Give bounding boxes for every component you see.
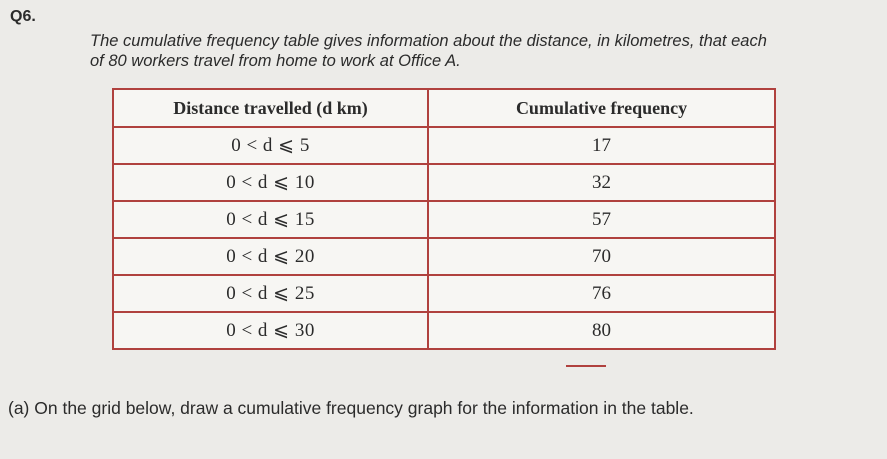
part-a-instruction: (a) On the grid below, draw a cumulative frequency graph for the information in the table. — [8, 398, 694, 418]
interval-cell: 0 < d ⩽ 5 — [113, 127, 428, 164]
frequency-cell: 70 — [428, 238, 775, 275]
frequency-cell: 57 — [428, 201, 775, 238]
table-row — [113, 164, 775, 201]
table-row — [113, 127, 775, 164]
interval-cell: 0 < d ⩽ 20 — [113, 238, 428, 275]
header-distance: Distance travelled (d km) — [113, 89, 428, 127]
table-row — [113, 238, 775, 275]
interval-cell: 0 < d ⩽ 30 — [113, 312, 428, 349]
interval-cell: 0 < d ⩽ 10 — [113, 164, 428, 201]
table-row — [113, 312, 775, 349]
frequency-cell: 80 — [428, 312, 775, 349]
question-intro-line-1: The cumulative frequency table gives information about the distance, in kilometres, that each — [90, 32, 767, 50]
cumulative-frequency-table — [112, 88, 776, 350]
frequency-cell: 76 — [428, 275, 775, 312]
frequency-cell: 32 — [428, 164, 775, 201]
frequency-cell: 17 — [428, 127, 775, 164]
table-row — [113, 201, 775, 238]
interval-cell: 0 < d ⩽ 25 — [113, 275, 428, 312]
table-row — [113, 275, 775, 312]
header-cumulative-frequency: Cumulative frequency — [428, 89, 775, 127]
interval-cell: 0 < d ⩽ 15 — [113, 201, 428, 238]
question-intro-line-2: of 80 workers travel from home to work at Office A. — [90, 52, 461, 70]
table-header-row — [113, 89, 775, 127]
handwritten-underline-mark — [566, 365, 606, 367]
question-number: Q6. — [10, 8, 36, 25]
